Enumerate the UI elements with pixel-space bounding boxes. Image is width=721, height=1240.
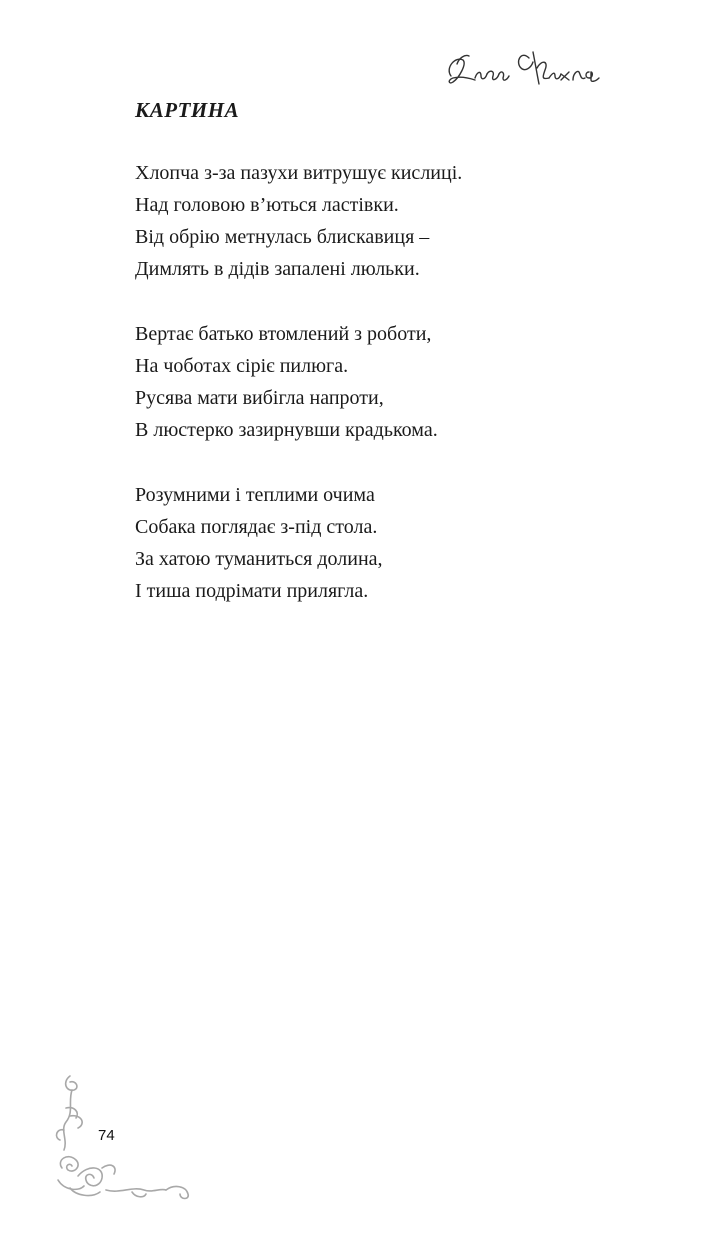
stanza-3 xyxy=(135,479,655,607)
poem-line: Розумними і теплими очима xyxy=(135,484,375,506)
stanza-1 xyxy=(135,157,655,285)
floral-corner-ornament-icon xyxy=(48,1068,208,1203)
poem-line: Собака поглядає з-під стола. xyxy=(135,516,378,538)
stanza-2 xyxy=(135,318,655,446)
poem-line: І тиша подрімати прилягла. xyxy=(135,580,369,602)
page-number: 74 xyxy=(98,1127,115,1144)
poem-title: КАРТИНА xyxy=(135,98,240,122)
poem-line: Русява мати вибігла напроти, xyxy=(135,387,384,409)
author-signature-icon xyxy=(441,38,621,98)
poem-line: Димлять в дідів запалені люльки. xyxy=(135,258,420,280)
poem-line: За хатою туманиться долина, xyxy=(135,548,383,570)
poem-line: Хлопча з-за пазухи витрушує кислиці. xyxy=(135,162,463,184)
poem-line: Над головою в’ються ластівки. xyxy=(135,194,399,216)
poem-line: На чоботах сіріє пилюга. xyxy=(135,355,349,377)
poem-line: Від обрію метнулась блискавиця – xyxy=(135,226,430,248)
poem-line: Вертає батько втомлений з роботи, xyxy=(135,323,432,345)
poem xyxy=(135,98,655,640)
poem-line: В люстерко зазирнувши крадькома. xyxy=(135,419,438,441)
